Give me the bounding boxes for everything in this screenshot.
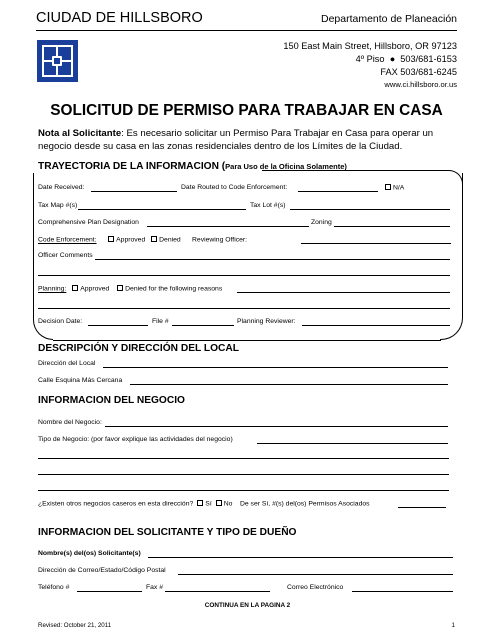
fax-label: Fax # (146, 584, 163, 591)
business-line-2[interactable] (38, 474, 449, 475)
zoning-field[interactable] (334, 226, 450, 227)
business-type-label: Tipo de Negocio: (por favor explique las actividades del negocio) (38, 436, 233, 443)
denied-reasons-field[interactable] (237, 292, 450, 293)
code-enforcement-row: Code Enforcement: Approved Denied Reviewing Officer: (38, 236, 248, 244)
comp-plan-label: Comprehensive Plan Designation (38, 219, 139, 226)
comments-line[interactable] (38, 275, 450, 276)
fax-number: FAX 503/681-6245 (380, 67, 457, 77)
city-logo (37, 40, 78, 82)
office-box-bottom (53, 340, 441, 341)
checkbox-icon[interactable] (108, 236, 114, 242)
floor-phone: 4º Piso ● 503/681-6153 (355, 54, 457, 64)
officer-comments-label: Officer Comments (38, 252, 93, 259)
tax-map-field[interactable] (78, 209, 246, 210)
business-name-label: Nombre del Negocio: (38, 419, 102, 426)
reasons-line[interactable] (38, 308, 450, 309)
checkbox-icon[interactable] (216, 500, 222, 506)
department-name: Departamento de Planeación (320, 13, 457, 25)
bullet-icon: ● (389, 54, 396, 64)
planning-reviewer-field[interactable] (302, 325, 450, 326)
cross-street-field[interactable] (130, 384, 448, 385)
revision-date: Revised: October 21, 2011 (38, 622, 112, 629)
applicant-names-label: Nombre(s) del(os) Solicitante(s) (38, 550, 141, 557)
officer-comments-field[interactable] (95, 259, 450, 260)
office-box-right (440, 173, 463, 340)
business-line-1[interactable] (38, 458, 449, 459)
mail-address-label: Dirección de Correo/Estado/Código Postal (38, 567, 166, 574)
page-number: 1 (451, 622, 455, 629)
permits-field[interactable] (398, 507, 446, 508)
date-routed-label: Date Routed to Code Enforcement: (181, 184, 288, 191)
location-address-label: Dirección del Local (38, 360, 96, 367)
business-type-field[interactable] (257, 443, 448, 444)
date-routed-field[interactable] (298, 191, 378, 192)
checkbox-icon[interactable] (197, 500, 203, 506)
file-label: File # (152, 318, 169, 325)
other-business-row: ¿Existen otros negocios caseros en esta dirección? Sí No De ser Sí, #(s) del(os) Permisos Asociados (38, 500, 370, 508)
tax-lot-label: Tax Lot #(s) (250, 202, 286, 209)
checkbox-icon[interactable] (151, 236, 157, 242)
decision-date-field[interactable] (88, 325, 148, 326)
tax-lot-field[interactable] (290, 209, 450, 210)
planning-row: Planning: Approved Denied for the following reasons (38, 285, 223, 293)
mail-address-field[interactable] (178, 574, 453, 575)
page-title: SOLICITUD DE PERMISO PARA TRABAJAR EN CASA (50, 102, 443, 119)
office-box-top (262, 170, 463, 184)
cross-street-label: Calle Esquina Más Cercana (38, 377, 123, 384)
file-field[interactable] (172, 325, 234, 326)
continue-note: CONTINUA EN LA PAGINA 2 (204, 602, 291, 609)
fax-field[interactable] (165, 591, 270, 592)
planning-reviewer-label: Planning Reviewer: (237, 318, 296, 325)
business-line-3[interactable] (38, 490, 449, 491)
phone-label: Teléfono # (38, 584, 70, 591)
zoning-label: Zoning (311, 219, 332, 226)
email-field[interactable] (352, 591, 453, 592)
applicant-heading: INFORMACION DEL SOLICITANTE Y TIPO DE DUEÑO (38, 527, 297, 538)
checkbox-icon[interactable] (117, 285, 123, 291)
location-heading: DESCRIPCIÓN Y DIRECCIÓN DEL LOCAL (38, 343, 239, 354)
location-address-field[interactable] (103, 367, 448, 368)
checkbox-icon[interactable] (72, 285, 78, 291)
applicant-note: Nota al Solicitante: Es necesario solicitar un Permiso Para Trabajar en Casa para operar un negocio desde su casa en las zonas residenciales dentro de los Límites de la Ciudad. (38, 128, 434, 152)
na-option[interactable]: N/A (381, 184, 404, 192)
date-received-label: Date Received: (38, 184, 85, 191)
city-name: CIUDAD DE HILLSBORO (36, 10, 203, 26)
address-line: 150 East Main Street, Hillsboro, OR 97123 (283, 41, 457, 51)
header-rule (36, 30, 457, 31)
applicant-names-field[interactable] (148, 557, 453, 558)
reviewing-officer-field[interactable] (301, 243, 451, 244)
date-received-field[interactable] (91, 191, 177, 192)
tax-map-label: Tax Map #(s) (38, 202, 78, 209)
business-heading: INFORMACION DEL NEGOCIO (38, 395, 185, 406)
business-name-field[interactable] (105, 426, 448, 427)
routing-heading: TRAYECTORIA DE LA INFORMACION (Para Uso de la Oficina Solamente) (38, 161, 347, 172)
decision-date-label: Decision Date: (38, 318, 83, 325)
checkbox-icon[interactable] (385, 184, 391, 190)
email-label: Correo Electrónico (287, 584, 344, 591)
website[interactable]: www.ci.hillsboro.or.us (384, 80, 457, 89)
comp-plan-field[interactable] (147, 226, 309, 227)
phone-field[interactable] (77, 591, 142, 592)
